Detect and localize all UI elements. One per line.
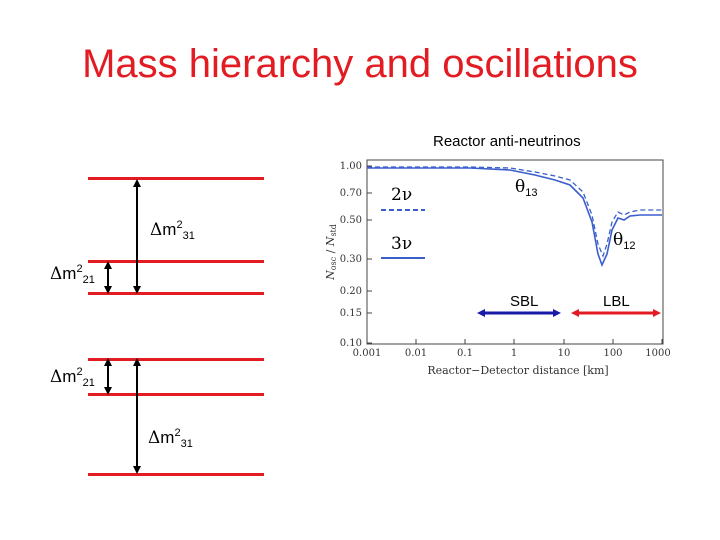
theta12-label: $\theta_{12}$ — [613, 230, 636, 252]
theta13-label: $\theta_{13}$ — [515, 177, 538, 199]
x-tick-0.001: 0.001 — [352, 348, 382, 359]
y-tick-0.30: 0.30 — [339, 254, 362, 265]
x-tick-0.01: 0.01 — [404, 348, 428, 359]
y-tick-1.00: 1.00 — [339, 161, 362, 172]
x-tick-10: 10 — [557, 348, 571, 359]
legend-3nu-label: 3ν — [391, 234, 413, 254]
x-tick-100: 100 — [603, 348, 623, 359]
x-axis — [367, 339, 662, 344]
sbl-label: SBL — [510, 293, 539, 310]
y-tick-0.50: 0.50 — [339, 215, 362, 226]
x-tick-1000: 1000 — [645, 348, 671, 359]
label-dm31-upper: $\Delta m^2_{31}$ — [150, 219, 195, 242]
y-tick-0.15: 0.15 — [339, 308, 362, 319]
label-dm31-lower: $\Delta m^2_{31}$ — [148, 427, 193, 450]
x-tick-1: 1 — [510, 348, 518, 359]
y-tick-0.20: 0.20 — [339, 286, 362, 297]
x-axis-label: Reactor−Detector distance [km] — [427, 364, 609, 377]
lbl-label: LBL — [603, 293, 630, 310]
plot-title: Reactor anti-neutrinos — [433, 133, 581, 150]
label-dm21-upper: $\Delta m^2_{21}$ — [50, 263, 95, 286]
legend-2nu-label: 2ν — [391, 185, 413, 205]
x-tick-0.1: 0.1 — [457, 348, 473, 359]
y-tick-0.10: 0.10 — [339, 338, 362, 349]
label-dm21-lower: $\Delta m^2_{21}$ — [50, 366, 95, 389]
y-axis — [367, 166, 372, 343]
y-tick-0.70: 0.70 — [339, 188, 362, 199]
y-axis-label: Nosc / Nstd — [324, 224, 338, 280]
slide-title: Mass hierarchy and oscillations — [82, 42, 638, 86]
